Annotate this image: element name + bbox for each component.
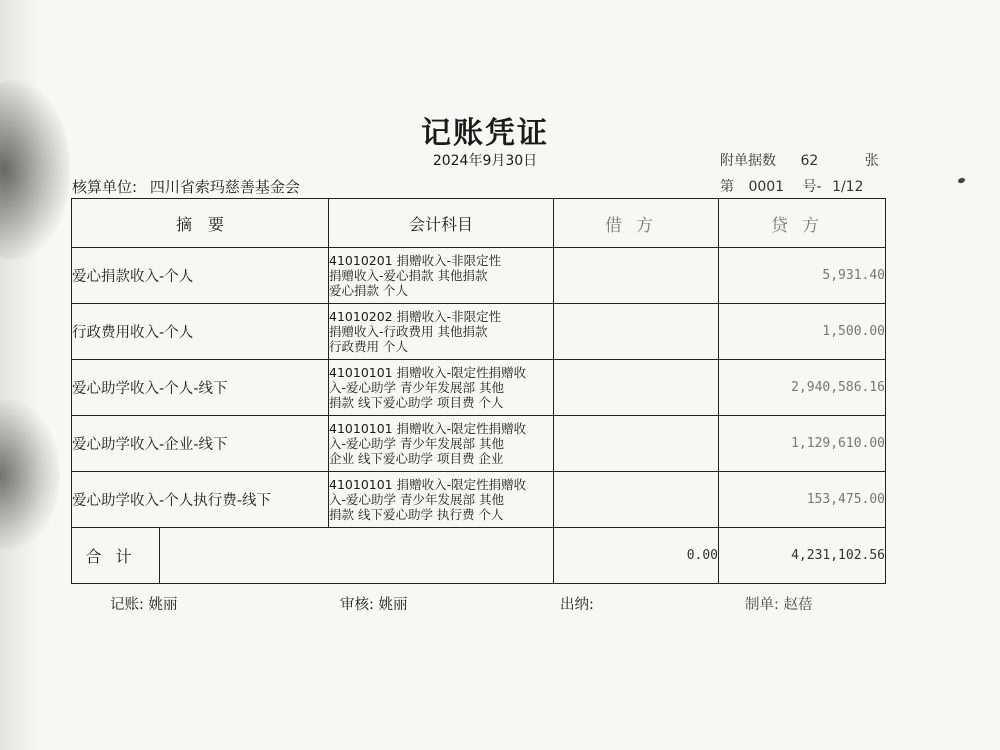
account-line: 41010101 捐赠收入-限定性捐赠收 (329, 421, 527, 436)
voucher-page: 1/12 (832, 179, 864, 195)
voucher-number-info (720, 176, 864, 196)
total-label: 合计 (72, 528, 160, 584)
attachments-info (720, 150, 879, 170)
row-credit: 1,500.00 (719, 304, 886, 360)
column-header-summary: 摘 要 (72, 199, 329, 248)
account-line: 入-爱心助学 青少年发展部 其他 (329, 492, 504, 507)
row-credit: 1,129,610.00 (719, 416, 886, 472)
row-account (329, 416, 554, 472)
row-debit (554, 360, 719, 416)
signature-bookkeeper (110, 593, 178, 614)
row-credit: 2,940,586.16 (719, 360, 886, 416)
row-credit: 153,475.00 (719, 472, 886, 528)
row-debit (554, 472, 719, 528)
table-row (72, 248, 886, 304)
signature-preparer (745, 593, 813, 614)
bookkeeper-label: 记账: (110, 597, 144, 613)
column-header-debit: 借方 (554, 199, 719, 248)
row-debit (554, 304, 719, 360)
row-summary: 爱心助学收入-个人执行费-线下 (72, 472, 329, 528)
attachments-count: 62 (800, 153, 819, 169)
voucher-title: 记账凭证 (421, 116, 549, 151)
account-line: 行政费用 个人 (329, 339, 408, 354)
table-header-row (72, 199, 886, 248)
account-line: 捐款 线下爱心助学 项目费 个人 (329, 395, 504, 410)
row-account (329, 248, 554, 304)
voucher-suffix: 号- (802, 179, 822, 195)
table-row (72, 472, 886, 528)
row-account (329, 472, 554, 528)
account-line: 入-爱心助学 青少年发展部 其他 (329, 436, 504, 451)
account-line: 入-爱心助学 青少年发展部 其他 (329, 380, 504, 395)
total-row (72, 528, 886, 584)
account-line: 41010202 捐赠收入-非限定性 (329, 309, 502, 324)
account-line: 捐款 线下爱心助学 执行费 个人 (329, 507, 504, 522)
reviewer-label: 审核: (340, 597, 374, 613)
total-credit: 4,231,102.56 (719, 528, 886, 584)
unit-name: 四川省索玛慈善基金会 (149, 178, 300, 196)
cashier-label: 出纳: (560, 597, 594, 613)
attachments-label: 附单据数 (720, 153, 776, 169)
table-row (72, 304, 886, 360)
scan-smudge-top (0, 80, 70, 260)
reviewer-name: 姚丽 (378, 597, 408, 613)
unit-label: 核算单位: (72, 178, 138, 196)
voucher-table (71, 198, 886, 584)
account-line: 捐赠收入-行政费用 其他捐款 (329, 324, 488, 339)
row-summary: 爱心助学收入-个人-线下 (72, 360, 329, 416)
account-line: 41010101 捐赠收入-限定性捐赠收 (329, 365, 527, 380)
account-line: 41010201 捐赠收入-非限定性 (329, 253, 502, 268)
table-row (72, 360, 886, 416)
total-blank (160, 528, 554, 584)
table-row (72, 416, 886, 472)
bookkeeper-name: 姚丽 (148, 597, 178, 613)
row-summary: 爱心助学收入-企业-线下 (72, 416, 329, 472)
attachments-unit: 张 (864, 153, 879, 169)
row-account (329, 304, 554, 360)
voucher-number: 0001 (748, 179, 785, 195)
total-debit: 0.00 (554, 528, 719, 584)
signature-reviewer (340, 593, 408, 614)
voucher-date: 2024年9月30日 (432, 153, 538, 169)
preparer-name: 赵蓓 (783, 597, 813, 613)
row-summary: 行政费用收入-个人 (72, 304, 329, 360)
scan-edge-shadow (0, 0, 40, 750)
voucher-prefix: 第 (720, 179, 734, 195)
preparer-label: 制单: (745, 597, 779, 613)
account-line: 企业 线下爱心助学 项目费 企业 (329, 451, 504, 466)
ink-speck (957, 177, 965, 184)
row-debit (554, 416, 719, 472)
scan-smudge-bottom (0, 400, 60, 550)
row-debit (554, 248, 719, 304)
signature-cashier (560, 593, 594, 614)
row-summary: 爱心捐款收入-个人 (72, 248, 329, 304)
account-line: 41010101 捐赠收入-限定性捐赠收 (329, 477, 527, 492)
row-credit: 5,931.40 (719, 248, 886, 304)
accounting-unit (72, 176, 300, 197)
column-header-credit: 贷方 (719, 199, 886, 248)
account-line: 爱心捐款 个人 (329, 283, 408, 298)
column-header-account: 会计科目 (329, 199, 554, 248)
row-account (329, 360, 554, 416)
account-line: 捐赠收入-爱心捐款 其他捐款 (329, 268, 488, 283)
